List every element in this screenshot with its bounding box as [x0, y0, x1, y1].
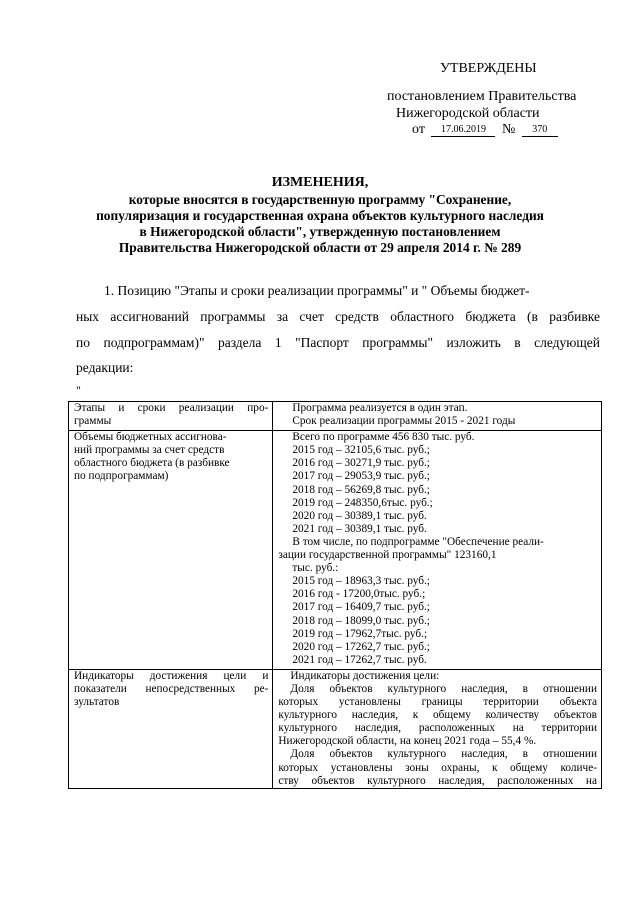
row-label-indicators: Индикаторы достижения цели и показатели непосредственных ре- зультатов [69, 669, 273, 788]
subtitle-line: Правительства Нижегородской области от 29 апреля 2014 г. № 289 [118, 240, 522, 255]
approval-heading: УТВЕРЖДЕНЫ [440, 61, 537, 76]
budget-year: 2015 год – 32105,6 тыс. руб.; [292, 444, 430, 457]
budget-year: 2017 год – 29053,9 тыс. руб.; [292, 470, 430, 483]
date-value: 17.06.2019 [431, 124, 495, 137]
subprogram-intro: тыс. руб.: [292, 562, 339, 575]
subprogram-year: 2018 год – 18099,0 тыс. руб.; [292, 614, 430, 627]
indicators-heading: Индикаторы достижения цели: [290, 669, 440, 682]
paragraph-line-2: ных ассигнований программы за счет средств областного бюджета (в разбивке [76, 309, 600, 324]
table-row [69, 669, 602, 788]
paragraph-line-1: 1. Позицию "Этапы и сроки реализации программы" и " Объемы бюджет- [104, 283, 530, 298]
budget-year: 2016 год – 30271,9 тыс. руб.; [292, 457, 430, 470]
row-value-budget [273, 431, 602, 670]
subtitle-line: популяризация и государственная охрана объектов культурного наследия [96, 208, 544, 223]
subprogram-year: 2016 год - 17200,0тыс. руб.; [292, 588, 426, 601]
subprogram-year: 2021 год – 17262,7 тыс. руб. [292, 653, 427, 666]
budget-year: 2019 год – 248350,6тыс. руб.; [292, 496, 433, 509]
budget-total: Всего по программе 456 830 тыс. руб. [292, 431, 475, 444]
row-label-budget: Объемы бюджетных ассигнова- ний программы за счет средств областного бюджета (в разбивке по подпрограммам) [69, 431, 273, 670]
row-value-stages: Программа реализуется в один этап. Срок реализации программы 2015 - 2021 годы [273, 402, 602, 431]
approval-date-line [412, 122, 558, 138]
date-prefix: от [412, 122, 425, 137]
number-value: 370 [522, 124, 558, 137]
budget-year: 2021 год – 30389,1 тыс. руб. [292, 522, 427, 535]
document-title: ИЗМЕНЕНИЯ, [271, 175, 369, 190]
document-subtitle [0, 192, 640, 256]
table-row [69, 402, 602, 431]
budget-year: 2020 год – 30389,1 тыс. руб. [292, 509, 427, 522]
approval-region: Нижегородской области [396, 106, 540, 121]
subprogram-intro: зации государственной программы" 123160,1 [278, 549, 497, 562]
approval-authority: постановлением Правительства [387, 89, 577, 104]
table-row [69, 431, 602, 670]
program-passport-table [68, 401, 602, 789]
subprogram-year: 2015 год – 18963,3 тыс. руб.; [292, 575, 430, 588]
subprogram-year: 2020 год – 17262,7 тыс. руб.; [292, 640, 430, 653]
paragraph-line-4: редакции: [76, 360, 134, 375]
number-prefix: № [501, 122, 516, 137]
budget-year: 2018 год – 56269,8 тыс. руб.; [292, 483, 430, 496]
row-value-indicators: Индикаторы достижения цели: Доля объектов культурного наследия, в отношении которых установлены границы территории объекта культурного наследия, к общему количеству объектов культурного наследия, расположенных на территории Нижегородской области, на конец 2021 года – 55,4 %. Доля объектов культурного наследия, в отношении которых установлены зоны охраны, к общему количе- ству объектов культурного наследия, расположенных на [273, 669, 602, 788]
row-label-stages: Этапы и сроки реализации про- граммы [69, 402, 273, 431]
subtitle-line: в Нижегородской области", утвержденную постановлением [139, 224, 501, 239]
subprogram-year: 2019 год – 17962,7тыс. руб.; [292, 627, 428, 640]
subtitle-line: которые вносятся в государственную программу "Сохранение, [128, 192, 512, 207]
subprogram-year: 2017 год – 16409,7 тыс. руб.; [292, 601, 430, 614]
opening-quote: " [76, 383, 81, 397]
subprogram-intro: В том числе, по подпрограмме "Обеспечение реали- [292, 535, 544, 548]
paragraph-line-3: по подпрограммам)" раздела 1 "Паспорт программы" изложить в следующей [76, 335, 600, 350]
